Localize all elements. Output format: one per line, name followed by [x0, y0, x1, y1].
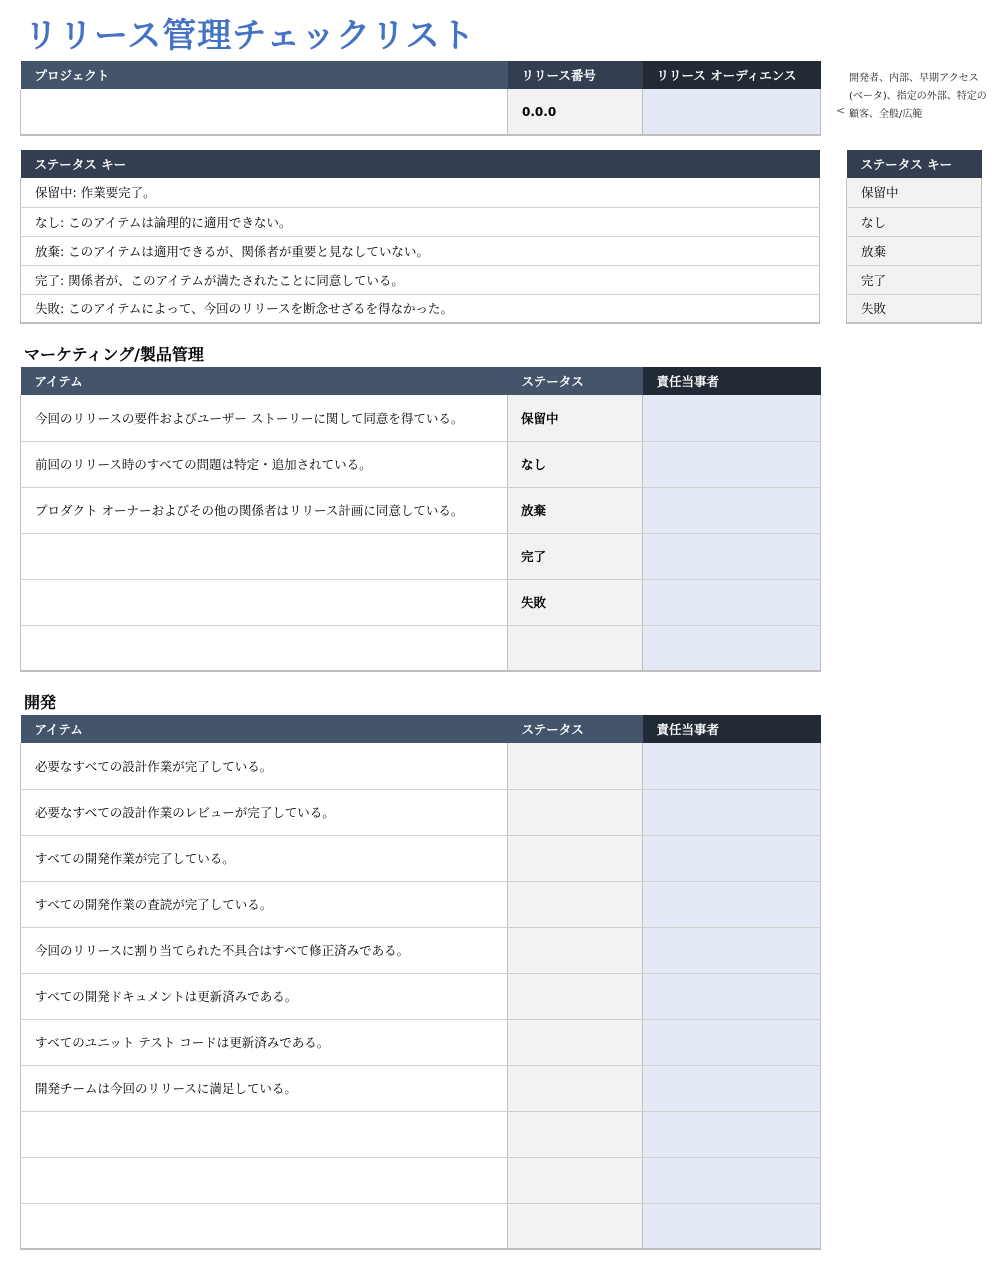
owner-cell[interactable] [643, 395, 821, 441]
table-row [21, 881, 821, 927]
owner-column-header: 責任当事者 [643, 715, 821, 743]
owner-cell[interactable] [643, 927, 821, 973]
item-cell[interactable]: 必要なすべての設計作業のレビューが完了している。 [21, 789, 508, 835]
side-status-key-item: 失敗 [847, 294, 982, 323]
status-cell[interactable]: なし [508, 441, 643, 487]
audience-header: リリース オーディエンス [643, 61, 821, 89]
status-cell[interactable] [508, 881, 643, 927]
item-cell[interactable]: 今回のリリースの要件およびユーザー ストーリーに関して同意を得ている。 [21, 395, 508, 441]
owner-column-header: 責任当事者 [643, 367, 821, 395]
status-cell[interactable] [508, 1157, 643, 1203]
status-cell[interactable]: 失敗 [508, 579, 643, 625]
project-name-cell[interactable] [21, 89, 508, 135]
table-row [21, 1111, 821, 1157]
audience-cell[interactable] [643, 89, 821, 135]
marketing-section-title: マーケティング/製品管理 [24, 345, 204, 364]
item-cell[interactable] [21, 579, 508, 625]
status-key-header: ステータス キー [21, 150, 820, 178]
item-cell[interactable]: プロダクト オーナーおよびその他の関係者はリリース計画に同意している。 [21, 487, 508, 533]
item-cell[interactable] [21, 1203, 508, 1249]
item-cell[interactable]: すべての開発作業が完了している。 [21, 835, 508, 881]
item-cell[interactable] [21, 1157, 508, 1203]
item-column-header: アイテム [21, 367, 508, 395]
owner-cell[interactable] [643, 1111, 821, 1157]
table-row [21, 1019, 821, 1065]
status-cell[interactable] [508, 973, 643, 1019]
table-row [21, 625, 821, 671]
status-cell[interactable]: 放棄 [508, 487, 643, 533]
status-key-row: 放棄: このアイテムは適用できるが、関係者が重要と見なしていない。 [21, 236, 820, 265]
audience-note: 開発者、内部、早期アクセス (ベータ)、指定の外部、特定の顧客、全般/広範 [849, 73, 987, 120]
status-key-row: 失敗: このアイテムによって、今回のリリースを断念せざるを得なかった。 [21, 294, 820, 323]
item-column-header: アイテム [21, 715, 508, 743]
project-header: プロジェクト [21, 61, 508, 89]
release-number-header: リリース番号 [508, 61, 643, 89]
item-cell[interactable]: 必要なすべての設計作業が完了している。 [21, 743, 508, 789]
side-status-key-list [846, 150, 982, 324]
table-row [21, 395, 821, 441]
owner-cell[interactable] [643, 441, 821, 487]
project-table [20, 61, 821, 136]
side-status-key-header: ステータス キー [847, 150, 982, 178]
status-key-row: 保留中: 作業要完了。 [21, 178, 820, 207]
status-cell[interactable] [508, 835, 643, 881]
table-row [21, 1065, 821, 1111]
table-row [21, 1203, 821, 1249]
owner-cell[interactable] [643, 881, 821, 927]
release-number-cell[interactable]: 0.0.0 [508, 89, 643, 135]
status-cell[interactable] [508, 1019, 643, 1065]
item-cell[interactable] [21, 1111, 508, 1157]
owner-cell[interactable] [643, 1157, 821, 1203]
status-cell[interactable] [508, 1203, 643, 1249]
owner-cell[interactable] [643, 1203, 821, 1249]
table-row [21, 1157, 821, 1203]
table-row [21, 533, 821, 579]
table-row [21, 441, 821, 487]
status-column-header: ステータス [508, 367, 643, 395]
item-cell[interactable] [21, 625, 508, 671]
table-row [21, 927, 821, 973]
item-cell[interactable]: 開発チームは今回のリリースに満足している。 [21, 1065, 508, 1111]
status-cell[interactable] [508, 1065, 643, 1111]
note-arrow-icon: < [836, 104, 846, 117]
side-status-key-item: 完了 [847, 265, 982, 294]
item-cell[interactable]: 今回のリリースに割り当てられた不具合はすべて修正済みである。 [21, 927, 508, 973]
table-row [21, 789, 821, 835]
development-table [20, 715, 821, 1250]
owner-cell[interactable] [643, 487, 821, 533]
side-status-key-item: 放棄 [847, 236, 982, 265]
status-column-header: ステータス [508, 715, 643, 743]
status-cell[interactable]: 完了 [508, 533, 643, 579]
item-cell[interactable] [21, 533, 508, 579]
development-section-title: 開発 [24, 693, 57, 712]
owner-cell[interactable] [643, 1065, 821, 1111]
table-row [21, 835, 821, 881]
status-key-row: 完了: 関係者が、このアイテムが満たされたことに同意している。 [21, 265, 820, 294]
item-cell[interactable]: すべての開発作業の査読が完了している。 [21, 881, 508, 927]
status-key-row: なし: このアイテムは論理的に適用できない。 [21, 207, 820, 236]
item-cell[interactable]: すべてのユニット テスト コードは更新済みである。 [21, 1019, 508, 1065]
side-status-key-item: 保留中 [847, 178, 982, 207]
table-row [21, 487, 821, 533]
status-cell[interactable] [508, 625, 643, 671]
table-row [21, 973, 821, 1019]
status-cell[interactable] [508, 743, 643, 789]
owner-cell[interactable] [643, 533, 821, 579]
owner-cell[interactable] [643, 1019, 821, 1065]
marketing-table [20, 367, 821, 672]
owner-cell[interactable] [643, 625, 821, 671]
status-cell[interactable] [508, 1111, 643, 1157]
owner-cell[interactable] [643, 973, 821, 1019]
side-status-key-item: なし [847, 207, 982, 236]
status-cell[interactable] [508, 789, 643, 835]
owner-cell[interactable] [643, 579, 821, 625]
table-row [21, 743, 821, 789]
owner-cell[interactable] [643, 789, 821, 835]
item-cell[interactable]: 前回のリリース時のすべての問題は特定・追加されている。 [21, 441, 508, 487]
table-row [21, 579, 821, 625]
page-title: リリース管理チェックリスト [24, 16, 476, 56]
owner-cell[interactable] [643, 835, 821, 881]
item-cell[interactable]: すべての開発ドキュメントは更新済みである。 [21, 973, 508, 1019]
status-key-table [20, 150, 820, 324]
owner-cell[interactable] [643, 743, 821, 789]
status-cell[interactable] [508, 927, 643, 973]
status-cell[interactable]: 保留中 [508, 395, 643, 441]
